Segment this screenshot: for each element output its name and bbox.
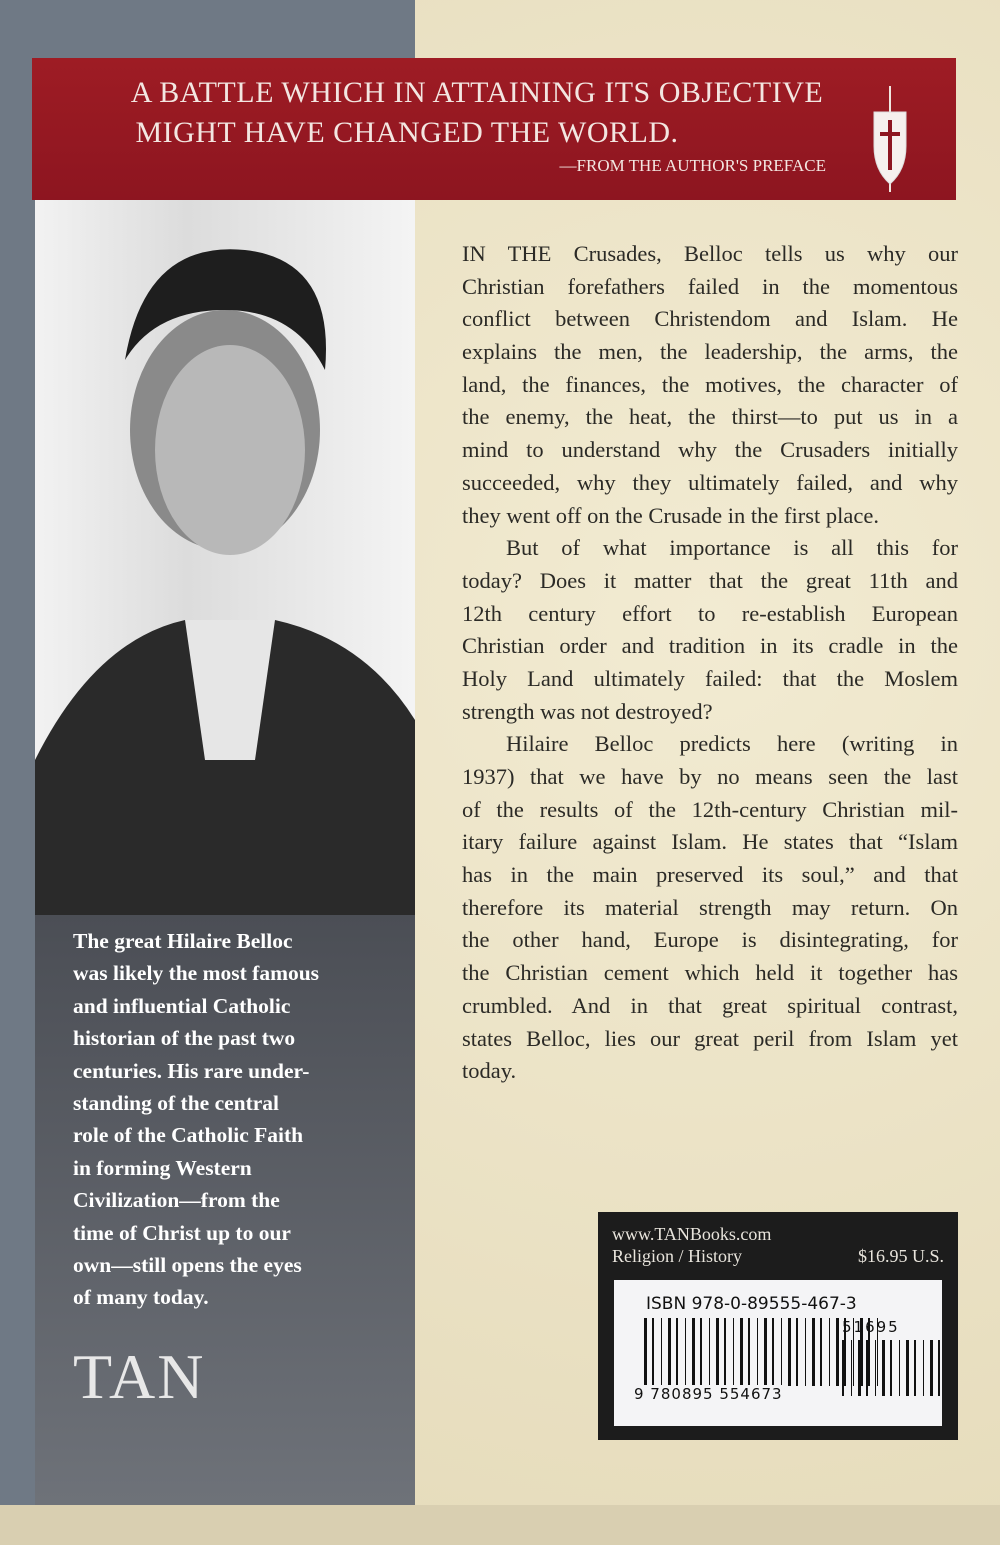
addon-barcode	[842, 1340, 947, 1396]
barcode-bar	[799, 1318, 802, 1386]
barcode-bar	[914, 1340, 916, 1396]
barcode-bar	[757, 1318, 758, 1386]
description-line: the enemy, the heat, the thirst—to put us in a	[462, 404, 958, 430]
blurb-line: centuries. His rare under-	[73, 1058, 310, 1083]
barcode-bar	[823, 1318, 826, 1386]
barcode-bar	[875, 1340, 876, 1396]
description-line: But of what importance is all this for	[506, 535, 958, 561]
barcode-bar	[772, 1318, 774, 1386]
barcode-bar	[866, 1340, 868, 1396]
book-description	[462, 238, 958, 1088]
blurb-line: and influential Catholic	[73, 993, 291, 1018]
blurb-line: standing of the central	[73, 1090, 280, 1115]
description-line: of the results of the 12th-century Christian mil-	[462, 796, 958, 822]
description-line: Christian order and tradition in its cradle in the	[462, 633, 958, 659]
quote-banner	[32, 58, 956, 200]
description-line: has in the main preserved its soul,” and that	[462, 862, 958, 888]
description-line: succeeded, why they ultimately failed, and why	[462, 469, 958, 495]
barcode-bar	[934, 1340, 935, 1396]
description-line: therefore its material strength may return. On	[462, 894, 958, 920]
barcode-bar	[899, 1340, 900, 1396]
publisher-website: www.TANBooks.com	[612, 1224, 772, 1244]
barcode-bar	[735, 1318, 737, 1386]
publisher-logo: TAN	[73, 1341, 206, 1412]
description-line: conflict between Christendom and Islam. He	[462, 306, 958, 332]
barcode-bar	[663, 1318, 665, 1386]
addon-digits: 51695	[842, 1318, 900, 1336]
barcode-bar	[740, 1318, 743, 1386]
barcode-bar	[727, 1318, 730, 1386]
author-blurb	[73, 925, 319, 1314]
description-line: mind to understand why the Crusaders initially	[462, 437, 958, 463]
barcode-bar	[709, 1318, 710, 1386]
blurb-line: own—still opens the eyes	[73, 1252, 302, 1277]
barcode-bar	[679, 1318, 682, 1386]
barcode-bar	[668, 1318, 671, 1386]
barcode-bar	[652, 1318, 654, 1386]
barcode-bar	[783, 1318, 785, 1386]
description-line: today? Does it matter that the great 11th and	[462, 567, 958, 593]
barcode-bar	[923, 1340, 924, 1396]
barcode-bar	[862, 1340, 863, 1396]
barcode-bar	[788, 1318, 791, 1386]
quote-line-1: A BATTLE WHICH IN ATTAINING ITS OBJECTIVE	[130, 76, 824, 109]
description-line: explains the men, the leadership, the arms, the	[462, 339, 958, 365]
barcode-bar	[925, 1340, 927, 1396]
barcode-bar	[687, 1318, 689, 1386]
barcode-bar	[768, 1318, 769, 1386]
barcode-bar	[796, 1318, 798, 1386]
book-category: Religion / History	[612, 1246, 742, 1266]
blurb-line: historian of the past two	[73, 1026, 296, 1051]
barcode-bar	[938, 1340, 940, 1396]
shield-cross-sword-icon	[870, 84, 910, 194]
barcode-bar	[845, 1340, 848, 1396]
description-line: IN THE Crusades, Belloc tells us why our	[462, 241, 958, 266]
description-line: 12th century effort to re-establish European	[462, 600, 958, 626]
description-line: Christian forefathers failed in the momentous	[462, 273, 958, 299]
description-line: Hilaire Belloc predicts here (writing in	[506, 731, 958, 757]
barcode-bar	[901, 1340, 903, 1396]
barcode-bar	[751, 1318, 754, 1386]
barcode-bar	[858, 1340, 861, 1396]
barcode-bar	[917, 1340, 920, 1396]
barcode-bar	[764, 1318, 767, 1386]
page-edge	[0, 1505, 1000, 1545]
blurb-line: time of Christ up to our	[73, 1220, 291, 1245]
barcode-bar	[644, 1318, 647, 1386]
barcode-bar	[661, 1318, 662, 1386]
barcode-bar	[711, 1318, 713, 1386]
description-line: states Belloc, lies our great peril from Islam yet	[462, 1025, 958, 1051]
blurb-line: The great Hilaire Belloc	[73, 929, 293, 953]
blurb-line: of many today.	[73, 1285, 209, 1310]
barcode-bar	[805, 1318, 806, 1386]
barcode-bar	[700, 1318, 702, 1386]
description-line: the other hand, Europe is disintegrating, for	[462, 927, 958, 953]
barcode-bar	[910, 1340, 911, 1396]
ean-digits: 9 780895 554673	[634, 1385, 783, 1403]
barcode-bar	[829, 1318, 830, 1386]
description-line: itary failure against Islam. He states that “Islam	[462, 829, 958, 855]
description-line: Holy Land ultimately failed: that the Moslem	[462, 665, 958, 691]
description-line: strength was not destroyed?	[462, 698, 713, 724]
blurb-line: was likely the most famous	[73, 961, 320, 986]
barcode-bar	[869, 1340, 872, 1396]
barcode-bar	[703, 1318, 706, 1386]
barcode-label	[614, 1280, 942, 1426]
barcode-bar	[775, 1318, 778, 1386]
description-line: land, the finances, the motives, the character of	[462, 371, 958, 397]
blurb-line: Civilization—from the	[73, 1188, 280, 1213]
description-line: today.	[462, 1058, 517, 1084]
description-line: they went off on the Crusade in the first place.	[462, 502, 879, 528]
blurb-line: in forming Western	[73, 1155, 252, 1180]
barcode-bar	[906, 1340, 909, 1396]
barcode-bar	[812, 1318, 815, 1386]
barcode-bar	[890, 1340, 892, 1396]
barcode-bar	[720, 1318, 721, 1386]
barcode-bar	[816, 1318, 817, 1386]
book-price: $16.95 U.S.	[857, 1246, 944, 1266]
description-line: the Christian cement which held it together has	[462, 960, 958, 986]
barcode-bar	[842, 1340, 844, 1396]
barcode-bar	[877, 1340, 879, 1396]
barcode-bar	[781, 1318, 782, 1386]
barcode-bar	[676, 1318, 678, 1386]
author-blurb-panel	[35, 915, 415, 1505]
barcode-bar	[672, 1318, 673, 1386]
barcode-bar	[716, 1318, 719, 1386]
barcode-bar	[882, 1340, 885, 1396]
barcode-bar	[853, 1340, 855, 1396]
barcode-bar	[792, 1318, 793, 1386]
price-box	[598, 1212, 958, 1440]
description-line: crumbled. And in that great spiritual contrast,	[462, 992, 958, 1018]
barcode-bar	[648, 1318, 649, 1386]
barcode-bar	[820, 1318, 822, 1386]
barcode-bar	[807, 1318, 809, 1386]
barcode-bar	[696, 1318, 697, 1386]
barcode-bar	[840, 1318, 841, 1386]
barcode-bar	[655, 1318, 658, 1386]
blurb-line: role of the Catholic Faith	[73, 1123, 304, 1148]
barcode-bar	[886, 1340, 887, 1396]
barcode-bar	[930, 1340, 933, 1396]
barcode-bar	[851, 1340, 852, 1396]
barcode-bar	[724, 1318, 726, 1386]
barcode-bar	[748, 1318, 750, 1386]
barcode-bar	[744, 1318, 745, 1386]
isbn-text: ISBN 978-0-89555-467-3	[646, 1294, 857, 1314]
barcode-bar	[733, 1318, 734, 1386]
barcode-bar	[831, 1318, 833, 1386]
author-portrait	[35, 200, 415, 915]
quote-attribution: —FROM THE AUTHOR'S PREFACE	[559, 156, 826, 175]
description-line: 1937) that we have by no means seen the last	[462, 764, 958, 789]
barcode-bar	[759, 1318, 761, 1386]
quote-line-2: MIGHT HAVE CHANGED THE WORLD.	[135, 116, 679, 149]
barcode-bar	[893, 1340, 896, 1396]
barcode-bar	[941, 1340, 944, 1396]
barcode-bar	[692, 1318, 695, 1386]
barcode-bar	[836, 1318, 839, 1386]
barcode-bar	[685, 1318, 686, 1386]
